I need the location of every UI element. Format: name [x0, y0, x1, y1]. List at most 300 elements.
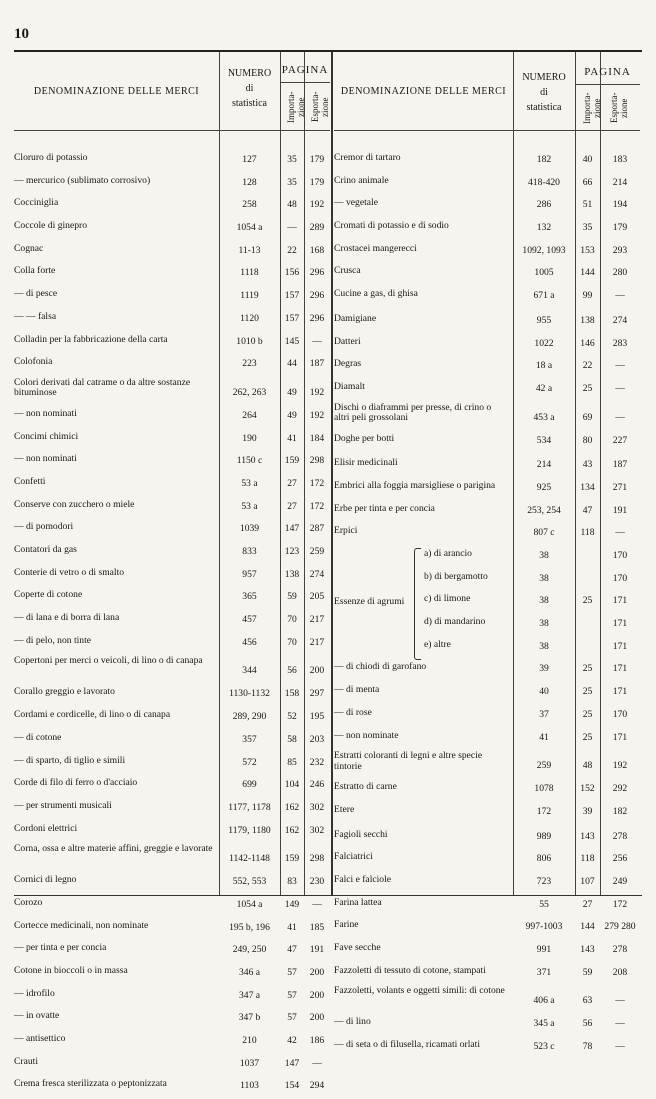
cell-esp: 192 — [309, 409, 325, 421]
cell-num: 997-1003 — [525, 921, 563, 933]
cell-esp: 200 — [309, 665, 325, 677]
cell-esp: — — [615, 1041, 625, 1053]
cell-imp: 159 — [284, 455, 300, 467]
cell-num: 223 — [242, 358, 257, 370]
table-row — [334, 241, 640, 264]
item-name: — in ovatte — [14, 1010, 60, 1022]
cell-num: 957 — [242, 568, 257, 580]
cell-num: 214 — [536, 459, 552, 471]
header-denominazione: DENOMINAZIONE DELLE MERCI — [33, 86, 200, 97]
cell-imp: 25 — [582, 731, 593, 743]
table-row — [334, 682, 640, 705]
table-row — [334, 614, 640, 637]
cell-num: 38 — [539, 550, 549, 561]
table-row — [14, 309, 330, 332]
cell-imp: 27 — [287, 500, 297, 512]
item-name: Cordoni elettrici — [14, 822, 78, 834]
table-row — [334, 478, 640, 501]
cell-esp: — — [615, 382, 625, 394]
item-name: Fazzoletti, volants e oggetti simili: di cotone — [334, 985, 505, 997]
item-name: Concimi chimici — [14, 430, 79, 442]
header-importazione-right: Importa-zione — [582, 92, 602, 124]
cell-esp: 274 — [612, 314, 628, 326]
item-name: Conterie di vetro o di smalto — [14, 566, 125, 578]
cell-num: 264 — [242, 409, 257, 421]
cell-num: 1054 a — [236, 898, 263, 910]
cell-num: 989 — [536, 830, 552, 842]
cell-esp: 182 — [612, 805, 628, 817]
cell-imp: 147 — [284, 1057, 300, 1069]
table-row — [334, 779, 640, 802]
cell-imp: 70 — [287, 636, 297, 648]
cell-num: 357 — [242, 733, 257, 745]
table-row — [14, 519, 330, 542]
cell-esp: 179 — [612, 222, 628, 234]
cell-imp: 27 — [582, 898, 593, 910]
cell-num: 1005 — [534, 267, 554, 279]
table-row — [14, 1076, 330, 1099]
cell-imp: 162 — [284, 824, 300, 836]
item-name: Cloruro di potassio — [14, 152, 88, 163]
item-name: Corde di filo di ferro o d'acciaio — [14, 777, 138, 789]
cell-num: 1120 — [240, 312, 259, 324]
cell-imp: 59 — [287, 591, 297, 603]
cell-num: 18 a — [535, 360, 553, 372]
table-row — [334, 356, 640, 379]
item-name: — mercurico (sublimato corrosivo) — [14, 174, 151, 186]
cell-imp: 27 — [287, 477, 297, 489]
cell-esp: 170 — [612, 708, 628, 720]
table-row — [334, 523, 640, 546]
cell-esp: 287 — [309, 523, 325, 535]
cell-num: 38 — [539, 595, 549, 607]
cell-esp: 298 — [309, 853, 325, 865]
cell-imp: — — [287, 222, 297, 234]
cell-imp: 153 — [580, 244, 595, 256]
cell-imp: 41 — [287, 432, 297, 444]
cell-esp: 195 — [309, 711, 325, 723]
cell-imp: 149 — [284, 898, 300, 910]
table-row — [14, 497, 330, 520]
item-name: — vegetale — [334, 197, 378, 209]
cell-imp: 22 — [582, 360, 593, 372]
cell-esp: 298 — [309, 455, 325, 467]
table-row — [14, 218, 330, 241]
cell-esp: 294 — [309, 1080, 325, 1092]
cell-esp: 259 — [309, 546, 325, 557]
table-row — [14, 895, 330, 918]
cell-num: 806 — [536, 853, 552, 865]
item-name: Contatori da gas — [14, 544, 77, 555]
item-name: Cocciniglia — [14, 197, 59, 209]
item-name: — di sparto, di tiglio e simili — [14, 754, 126, 766]
header-denominazione-right: DENOMINAZIONE DELLE MERCI — [340, 86, 507, 97]
cell-esp: 192 — [309, 199, 325, 211]
item-name: Copertoni per merci o veicoli, di lino o di canapa — [14, 655, 203, 667]
item-name: Falci e falciole — [334, 873, 392, 885]
item-name: Colori derivati dal catrame o da altre sostanze bituminose — [14, 376, 191, 399]
cell-esp: 200 — [309, 989, 325, 1001]
cell-esp: 278 — [612, 830, 628, 842]
cell-num: 38 — [539, 618, 549, 630]
cell-imp: 35 — [287, 154, 297, 165]
table-row — [14, 173, 330, 196]
cell-num: 182 — [536, 154, 552, 165]
cell-imp: 99 — [582, 290, 593, 302]
table-row — [334, 1037, 640, 1060]
cell-esp: 172 — [612, 898, 628, 910]
table-row — [14, 633, 330, 656]
cell-num: 1142-1148 — [229, 853, 270, 865]
item-name: — non nominate — [334, 729, 399, 741]
cell-esp: — — [615, 360, 625, 372]
item-name: Erbe per tinta e per concia — [334, 502, 435, 514]
item-name: Crema fresca sterilizzata o peptonizzata — [14, 1078, 167, 1090]
page-number: 10 — [14, 26, 29, 42]
cell-esp: 296 — [309, 267, 325, 279]
item-name: Cotone in bioccoli o in massa — [14, 965, 128, 976]
cell-num: 38 — [539, 572, 549, 584]
cell-num: 1022 — [534, 337, 554, 349]
left-column-table — [14, 52, 330, 1092]
cell-esp: 205 — [309, 591, 325, 603]
cell-num: 572 — [242, 756, 257, 768]
cell-esp: 256 — [612, 853, 628, 865]
item-name: — di lana e di borra di lana — [14, 612, 120, 624]
item-name: Cortecce medicinali, non nominate — [14, 919, 149, 931]
item-name: Degras — [334, 358, 362, 370]
cell-imp: 59 — [582, 966, 593, 978]
item-name: c) di limone — [424, 593, 471, 605]
table-row — [14, 587, 330, 610]
cell-esp: 200 — [309, 1012, 325, 1024]
cell-imp: 85 — [287, 756, 297, 768]
cell-num: 552, 553 — [232, 876, 267, 888]
cell-esp: 186 — [309, 1035, 325, 1047]
cell-imp: 51 — [582, 199, 593, 211]
cell-num: 699 — [242, 779, 257, 791]
cell-esp: 230 — [309, 876, 325, 888]
cell-esp: — — [312, 335, 322, 347]
cell-imp: 144 — [580, 921, 595, 933]
item-name: Crusca — [334, 265, 361, 277]
cell-imp: 56 — [287, 665, 297, 677]
cell-num: 127 — [242, 154, 257, 165]
cell-num: 523 c — [533, 1041, 555, 1053]
cell-num: 347 a — [238, 989, 261, 1001]
cell-imp: 57 — [287, 967, 297, 978]
cell-imp: 49 — [287, 386, 297, 398]
cell-imp: 143 — [580, 944, 595, 955]
cell-esp: 171 — [612, 640, 628, 652]
table-row — [14, 940, 330, 963]
table-row — [334, 311, 640, 334]
cell-num: 1010 b — [236, 335, 263, 347]
item-name: — di menta — [334, 684, 380, 696]
cell-imp: 41 — [287, 921, 297, 933]
table-row — [14, 1054, 330, 1077]
table-row — [14, 332, 330, 355]
center-divider — [331, 52, 333, 895]
cell-num: 365 — [242, 591, 257, 603]
item-name: Cognac — [14, 242, 44, 254]
cell-num: 210 — [242, 1035, 257, 1047]
table-row — [334, 849, 640, 872]
item-name: Colofonia — [14, 356, 53, 368]
cell-esp: 227 — [612, 434, 628, 446]
cell-num: 991 — [536, 944, 552, 955]
cell-imp: 48 — [287, 199, 297, 211]
item-name: Falciatrici — [334, 851, 373, 863]
item-name: Etere — [334, 803, 355, 815]
table-row — [334, 637, 640, 660]
cell-esp: 208 — [612, 966, 628, 978]
cell-num: 172 — [536, 805, 552, 817]
item-name: Conserve con zucchero o miele — [14, 498, 135, 510]
cell-num: 406 a — [533, 995, 555, 1007]
cell-imp: 22 — [287, 244, 297, 256]
table-row — [14, 474, 330, 497]
table-row — [334, 940, 640, 963]
cell-imp: 44 — [287, 358, 297, 370]
table-row — [14, 798, 330, 821]
cell-imp: 47 — [287, 944, 297, 956]
cell-num: 41 — [539, 731, 549, 743]
table-row — [14, 986, 330, 1009]
cell-esp: 194 — [612, 199, 628, 211]
cell-num: 833 — [242, 546, 257, 557]
item-name: Confetti — [14, 475, 46, 487]
cell-esp: 191 — [309, 944, 325, 956]
group-brace — [414, 548, 421, 660]
table-row — [334, 455, 640, 478]
cell-imp: 43 — [582, 459, 593, 471]
cell-imp: 83 — [287, 876, 297, 888]
cell-esp: 183 — [612, 154, 628, 165]
table-row — [14, 354, 330, 377]
item-name: — per strumenti musicali — [14, 799, 112, 811]
item-name: e) altre — [424, 638, 451, 650]
cell-esp: — — [615, 995, 625, 1007]
table-row — [14, 451, 330, 474]
item-name: Colla forte — [14, 265, 56, 277]
cell-imp: 157 — [284, 312, 300, 324]
table-row — [14, 821, 330, 844]
cell-imp: 57 — [287, 1012, 297, 1024]
item-name: — non nominati — [14, 453, 77, 465]
cell-imp: 70 — [287, 614, 297, 626]
cell-imp: 66 — [582, 176, 593, 188]
table-row — [334, 659, 640, 682]
cell-num: 1118 — [240, 267, 259, 279]
cell-esp: 192 — [309, 386, 325, 398]
cell-imp: 156 — [284, 267, 300, 279]
table-row — [14, 655, 330, 684]
cell-esp: 296 — [309, 312, 325, 324]
cell-esp: 217 — [309, 614, 325, 626]
table-row — [14, 918, 330, 941]
item-name: Doghe per botti — [334, 432, 395, 444]
cell-esp: — — [615, 290, 625, 302]
cell-esp: 246 — [309, 779, 325, 791]
table-row — [334, 379, 640, 402]
cell-esp: 184 — [309, 432, 325, 444]
table-row — [334, 728, 640, 751]
cell-num: 11-13 — [238, 244, 261, 256]
table-row — [334, 218, 640, 241]
table-row — [334, 173, 640, 196]
item-name: Farina lattea — [334, 896, 382, 908]
cell-num: 1130-1132 — [229, 688, 270, 700]
item-name: Cromati di potassio e di sodio — [334, 220, 449, 232]
table-row — [334, 286, 640, 309]
table-row — [334, 963, 640, 986]
table-row — [14, 872, 330, 895]
cell-num: 53 a — [241, 500, 258, 512]
cell-num: 456 — [242, 636, 257, 648]
cell-esp: 302 — [309, 824, 325, 836]
cell-imp: 25 — [582, 382, 593, 394]
right-column-table — [334, 52, 640, 1053]
item-name: Fagioli secchi — [334, 828, 388, 840]
table-row — [334, 501, 640, 524]
item-name: — antisettico — [14, 1033, 66, 1045]
table-row — [334, 1014, 640, 1037]
item-name: Fave secche — [334, 942, 381, 953]
item-name: Coccole di ginepro — [14, 220, 87, 232]
table-row — [14, 684, 330, 707]
cell-esp: — — [312, 1057, 322, 1069]
cell-esp: 280 — [612, 267, 628, 279]
item-name: — non nominati — [14, 407, 77, 419]
cell-imp: 25 — [582, 595, 593, 607]
item-name: Crostacei mangerecci — [334, 242, 417, 254]
cell-num: 1179, 1180 — [228, 824, 271, 836]
cell-esp: 203 — [309, 733, 325, 745]
cell-imp: 138 — [284, 568, 300, 580]
cell-esp: 232 — [309, 756, 325, 768]
cell-imp: 63 — [582, 995, 593, 1007]
cell-esp: 191 — [612, 504, 628, 516]
cell-imp: 134 — [580, 481, 595, 493]
item-name: Crauti — [14, 1055, 38, 1067]
cell-imp: 152 — [580, 783, 595, 795]
item-name: Crino animale — [334, 174, 389, 186]
item-name: Estratto di carne — [334, 781, 397, 793]
cell-num: 40 — [539, 686, 549, 698]
cell-imp: 56 — [582, 1018, 593, 1030]
item-name: — di rose — [334, 706, 372, 718]
header-numero-right: NUMERO di statistica — [522, 72, 566, 113]
cell-num: 132 — [536, 222, 552, 234]
cell-num: 925 — [536, 481, 552, 493]
cell-num: 289, 290 — [232, 711, 267, 723]
cell-esp: 283 — [612, 337, 628, 349]
item-name: a) di arancio — [424, 548, 472, 559]
cell-imp: 58 — [287, 733, 297, 745]
table-row — [14, 150, 330, 173]
table-row — [334, 872, 640, 895]
item-name: Datteri — [334, 335, 361, 347]
cell-imp: 40 — [582, 154, 593, 165]
item-name: b) di bergamotto — [424, 570, 488, 582]
cell-num: 262, 263 — [232, 386, 267, 398]
cell-num: 807 c — [533, 527, 555, 539]
table-row — [334, 827, 640, 850]
table-row — [14, 429, 330, 452]
cell-imp: 154 — [284, 1080, 300, 1092]
cell-imp: 69 — [582, 411, 593, 423]
cell-imp: 57 — [287, 989, 297, 1001]
cell-esp: 200 — [309, 967, 325, 978]
cell-num: 1092, 1093 — [522, 244, 566, 256]
item-name: Erpici — [334, 525, 358, 537]
cell-num: 534 — [536, 434, 552, 446]
cell-num: 253, 254 — [527, 504, 561, 516]
table-row — [14, 263, 330, 286]
table-row — [14, 286, 330, 309]
cell-imp: 52 — [287, 711, 297, 723]
cell-imp: 118 — [580, 527, 595, 539]
header-pagina: PAGINA — [281, 64, 329, 76]
cell-num: 671 a — [533, 290, 555, 302]
header-esportazione-right: Esporta-zione — [609, 92, 629, 124]
cell-esp: 296 — [309, 290, 325, 302]
cell-num: 249, 250 — [232, 944, 267, 956]
cell-imp: 145 — [284, 335, 300, 347]
cell-esp: 278 — [612, 944, 628, 955]
cell-esp: 172 — [309, 500, 325, 512]
cell-num: 347 b — [238, 1012, 261, 1024]
cell-num: 1119 — [240, 290, 259, 302]
item-name: — di pelo, non tinte — [14, 634, 92, 646]
cell-imp: 147 — [284, 523, 300, 535]
table-row — [334, 802, 640, 825]
item-name: Elisir medicinali — [334, 457, 398, 469]
table-row — [14, 406, 330, 429]
cell-num: 418-420 — [528, 176, 560, 188]
cell-num: 345 a — [533, 1018, 555, 1030]
cell-num: 723 — [536, 875, 552, 887]
cell-esp: 179 — [309, 154, 325, 165]
cell-num: 1039 — [239, 523, 260, 535]
table-row — [334, 263, 640, 286]
table-row — [14, 542, 330, 565]
item-name: — di seta o di filusella, ricamati orlati — [334, 1039, 480, 1051]
cell-num: 37 — [539, 708, 549, 720]
item-name: Coperte di cotone — [14, 589, 83, 601]
table-row — [334, 917, 640, 940]
table-row — [14, 1008, 330, 1031]
table-row — [14, 377, 330, 406]
item-name: — di pomodori — [14, 521, 74, 533]
cell-num: 457 — [242, 614, 257, 626]
cell-imp: 39 — [582, 805, 593, 817]
cell-num: 259 — [536, 760, 552, 772]
cell-num: 955 — [536, 314, 552, 326]
table-row — [334, 334, 640, 357]
cell-imp: 162 — [284, 801, 300, 813]
cell-imp: 42 — [287, 1035, 297, 1047]
cell-imp: 35 — [287, 176, 297, 188]
bottom-rule — [14, 895, 642, 896]
table-row — [14, 1031, 330, 1054]
item-name: Embrici alla foggia marsigliese o parigina — [334, 479, 496, 491]
cell-esp: 171 — [612, 595, 628, 607]
cell-esp: 187 — [309, 358, 325, 370]
header-esportazione: Esporta-zione — [310, 91, 330, 123]
item-name: — idrofilo — [14, 987, 55, 999]
